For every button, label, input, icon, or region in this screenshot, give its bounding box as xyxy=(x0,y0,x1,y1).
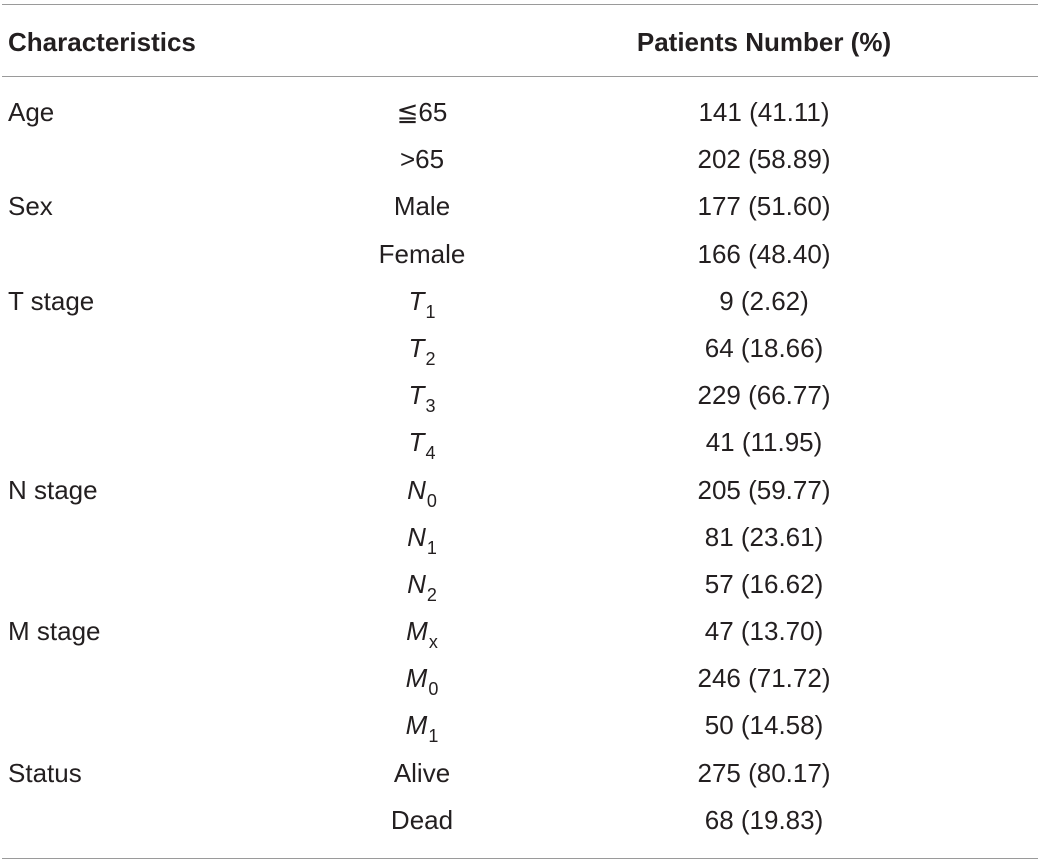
subgroup-label: Dead xyxy=(390,804,454,835)
subgroup-index: 1 xyxy=(425,301,436,322)
table-header xyxy=(2,4,1038,76)
subgroup-index: 0 xyxy=(426,490,437,511)
cell-patients-number: 9 (2.62) xyxy=(719,285,809,316)
subgroup-label: Alive xyxy=(393,757,451,788)
cell-patients-number: 50 (14.58) xyxy=(704,710,824,741)
cell-patients-number: 177 (51.60) xyxy=(697,191,831,222)
table-row xyxy=(2,231,1038,278)
subgroup-label: T xyxy=(408,332,425,363)
subgroup-index: 0 xyxy=(428,679,439,700)
cell-patients-number: 57 (16.62) xyxy=(704,568,824,599)
cell-characteristic: N stage xyxy=(8,474,98,505)
cell-subgroup xyxy=(312,89,532,136)
subgroup-label: M xyxy=(405,663,428,694)
table-row xyxy=(2,655,1038,702)
cell-subgroup xyxy=(312,136,532,183)
table-row xyxy=(2,608,1038,655)
subgroup-label: Female xyxy=(378,238,466,269)
cell-subgroup xyxy=(312,797,532,844)
cell-subgroup xyxy=(312,231,532,278)
subgroup-index: 4 xyxy=(425,443,436,464)
cell-subgroup xyxy=(312,750,532,797)
cell-patients-number: 47 (13.70) xyxy=(704,616,824,647)
cell-subgroup xyxy=(312,655,532,705)
cell-subgroup xyxy=(312,561,532,611)
table-row xyxy=(2,372,1038,419)
subgroup-label: >65 xyxy=(399,144,445,175)
cell-subgroup xyxy=(312,467,532,517)
table-row xyxy=(2,325,1038,372)
cell-characteristic: Age xyxy=(8,97,55,127)
cell-subgroup xyxy=(312,419,532,469)
table-bottom-rule xyxy=(2,858,1038,859)
cell-patients-number: 141 (41.11) xyxy=(698,97,830,127)
cell-patients-number: 68 (19.83) xyxy=(704,804,824,835)
subgroup-label: T xyxy=(408,285,425,316)
cell-subgroup xyxy=(312,514,532,564)
cell-patients-number: 246 (71.72) xyxy=(697,663,831,694)
table-row xyxy=(2,561,1038,608)
subgroup-index: 2 xyxy=(426,584,437,605)
subgroup-label: M xyxy=(405,710,428,741)
subgroup-label: T xyxy=(408,427,425,458)
cell-patients-number: 64 (18.66) xyxy=(704,332,824,363)
header-characteristics: Characteristics xyxy=(8,27,196,57)
cell-characteristic: T stage xyxy=(8,285,95,316)
subgroup-label: M xyxy=(406,616,428,647)
table-header-rule xyxy=(2,76,1038,77)
header-patients-number: Patients Number (%) xyxy=(636,27,892,57)
cell-patients-number: 205 (59.77) xyxy=(697,474,831,505)
cell-subgroup xyxy=(312,183,532,230)
subgroup-label: T xyxy=(408,380,425,411)
cell-patients-number: 81 (23.61) xyxy=(704,521,824,552)
cell-subgroup xyxy=(312,325,532,375)
table-row xyxy=(2,183,1038,230)
subgroup-index: x xyxy=(428,632,438,653)
subgroup-label: N xyxy=(407,568,426,599)
cell-patients-number: 202 (58.89) xyxy=(697,144,831,175)
cell-characteristic: Status xyxy=(8,757,82,788)
table-row xyxy=(2,797,1038,844)
table-row xyxy=(2,467,1038,514)
cell-patients-number: 229 (66.77) xyxy=(697,380,831,411)
table-row xyxy=(2,278,1038,325)
subgroup-index: 2 xyxy=(425,348,436,369)
table-body xyxy=(2,89,1038,844)
table-row xyxy=(2,89,1038,136)
cell-characteristic: M stage xyxy=(8,616,101,647)
table-row xyxy=(2,514,1038,561)
table-row xyxy=(2,750,1038,797)
subgroup-label: N xyxy=(407,521,426,552)
cell-patients-number: 41 (11.95) xyxy=(705,427,823,458)
subgroup-label: ≦65 xyxy=(396,97,448,127)
subgroup-label: Male xyxy=(393,191,451,222)
table-row xyxy=(2,702,1038,749)
cell-patients-number: 166 (48.40) xyxy=(697,238,831,269)
subgroup-index: 1 xyxy=(426,537,437,558)
cell-subgroup xyxy=(312,278,532,328)
table-row xyxy=(2,419,1038,466)
cell-characteristic: Sex xyxy=(8,191,53,222)
subgroup-label: N xyxy=(407,474,426,505)
subgroup-index: 1 xyxy=(428,726,439,747)
cell-subgroup xyxy=(312,608,532,658)
table-row xyxy=(2,136,1038,183)
cell-patients-number: 275 (80.17) xyxy=(697,757,831,788)
cell-subgroup xyxy=(312,702,532,752)
subgroup-index: 3 xyxy=(425,396,436,417)
cell-subgroup xyxy=(312,372,532,422)
